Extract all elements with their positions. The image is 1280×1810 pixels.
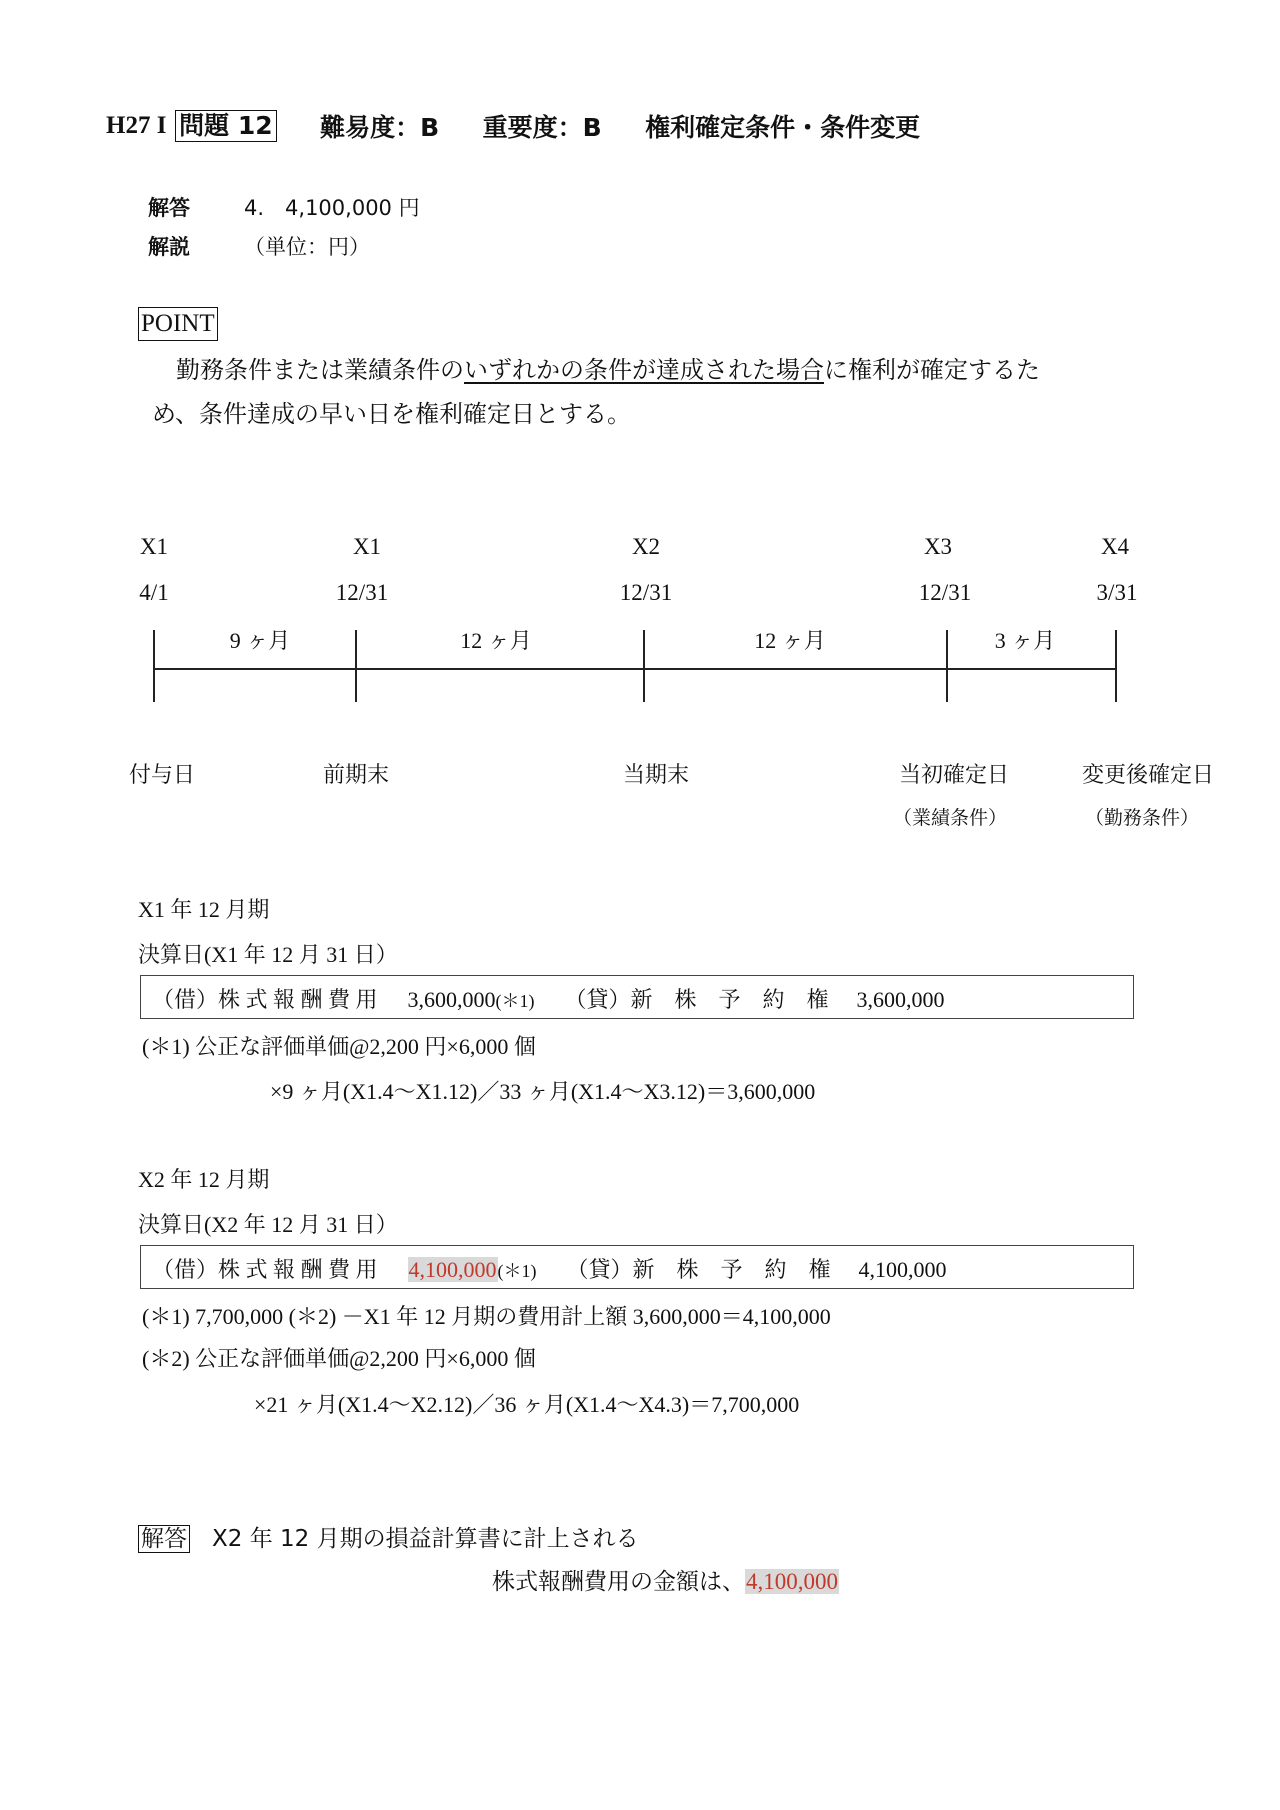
- tl-year-3: X2: [631, 534, 661, 559]
- importance: 重要度：B: [482, 113, 602, 142]
- topic: 権利確定条件・条件変更: [645, 113, 921, 142]
- tl-name-3: 当期末: [622, 763, 690, 788]
- debit-amount: 3,600,000: [407, 987, 496, 1012]
- section2-note2-line1: (＊2) 公正な評価単価@2,200 円×6,000 個: [142, 1346, 536, 1371]
- tl-name-2: 前期末: [322, 763, 390, 788]
- conclusion-label: 解答: [138, 1525, 190, 1553]
- point-line-1: [176, 348, 1040, 392]
- section2-period: X2 年 12 月期: [138, 1167, 270, 1192]
- timeline-tick: [355, 630, 357, 702]
- tl-duration-3: 12 ヶ月: [754, 628, 826, 653]
- page-header: [106, 108, 920, 144]
- credit-label: （貸）新 株 予 約 権: [566, 1257, 831, 1282]
- timeline-tick: [1115, 630, 1117, 702]
- debit-label: （借）株 式 報 酬 費 用: [152, 1257, 378, 1282]
- timeline-tick: [643, 630, 645, 702]
- section1-period: X1 年 12 月期: [138, 897, 270, 922]
- debit-label: （借）株 式 報 酬 費 用: [152, 987, 378, 1012]
- difficulty: 難易度：B: [320, 113, 440, 142]
- tl-date-2: 12/31: [335, 580, 389, 605]
- credit-amount: 3,600,000: [856, 987, 945, 1012]
- debit-note: (＊1): [497, 1261, 537, 1281]
- tl-sub-4: （業績条件）: [892, 807, 1008, 829]
- tl-date-5: 3/31: [1096, 580, 1138, 605]
- answer-label: 解答: [148, 196, 190, 220]
- tl-date-4: 12/31: [918, 580, 972, 605]
- tl-name-1: 付与日: [128, 763, 196, 788]
- tl-duration-4: 3 ヶ月: [994, 628, 1056, 653]
- tl-name-5: 変更後確定日: [1081, 763, 1215, 788]
- credit-amount: 4,100,000: [858, 1257, 947, 1282]
- answer-row: [148, 192, 420, 222]
- credit-label: （貸）新 株 予 約 権: [564, 987, 829, 1012]
- problem-number: 問題 12: [175, 110, 277, 142]
- timeline-tick: [946, 630, 948, 702]
- section1-journal-entry: [152, 983, 945, 1014]
- tl-year-4: X3: [923, 534, 953, 559]
- tl-date-3: 12/31: [619, 580, 673, 605]
- section1-closing: 決算日(X1 年 12 月 31 日）: [138, 942, 398, 967]
- point-line-2: め、条件達成の早い日を権利確定日とする。: [152, 400, 632, 428]
- tl-name-4: 当初確定日: [898, 763, 1010, 788]
- conclusion-line-2: [492, 1563, 839, 1596]
- explanation-row: [148, 231, 370, 261]
- section2-closing: 決算日(X2 年 12 月 31 日）: [138, 1212, 398, 1237]
- section2-note1: (＊1) 7,700,000 (＊2) －X1 年 12 月期の費用計上額 3,600,000＝4,100,000: [142, 1304, 831, 1329]
- point-text-post: に権利が確定するた: [824, 356, 1040, 384]
- point-title: POINT: [138, 307, 218, 341]
- tl-duration-2: 12 ヶ月: [460, 628, 532, 653]
- tl-year-1: X1: [139, 534, 169, 559]
- timeline-tick: [153, 630, 155, 702]
- tl-year-5: X4: [1100, 534, 1130, 559]
- timeline-axis: [154, 668, 1116, 670]
- section2-note2-line2: ×21 ヶ月(X1.4～X2.12)／36 ヶ月(X1.4～X4.3)＝7,700,000: [254, 1392, 800, 1417]
- section1-note1-line2: ×9 ヶ月(X1.4～X1.12)／33 ヶ月(X1.4～X3.12)＝3,600,000: [270, 1079, 816, 1104]
- point-text-underlined: いずれかの条件が達成された場合: [464, 356, 824, 384]
- conclusion-line-1: [138, 1520, 639, 1554]
- conclusion-text-2: 株式報酬費用の金額は、: [492, 1569, 745, 1595]
- tl-duration-1: 9 ヶ月: [229, 628, 291, 653]
- tl-date-1: 4/1: [139, 580, 169, 605]
- debit-amount-highlight: 4,100,000: [408, 1257, 497, 1282]
- section2-journal-entry: [152, 1253, 947, 1284]
- conclusion-text-1: X2 年 12 月期の損益計算書に計上される: [212, 1526, 639, 1552]
- answer-value: 4. 4,100,000 円: [244, 196, 420, 220]
- conclusion-amount: 4,100,000: [746, 1569, 838, 1594]
- tl-year-2: X1: [352, 534, 382, 559]
- exam-code: H27 I: [106, 112, 167, 139]
- debit-note: (＊1): [495, 991, 535, 1011]
- point-text-pre: 勤務条件または業績条件の: [176, 356, 464, 384]
- tl-sub-5: （勤務条件）: [1084, 807, 1200, 829]
- section1-note1-line1: (＊1) 公正な評価単価@2,200 円×6,000 個: [142, 1034, 536, 1059]
- explanation-label: 解説: [148, 235, 190, 259]
- explanation-unit: （単位：円）: [244, 235, 370, 259]
